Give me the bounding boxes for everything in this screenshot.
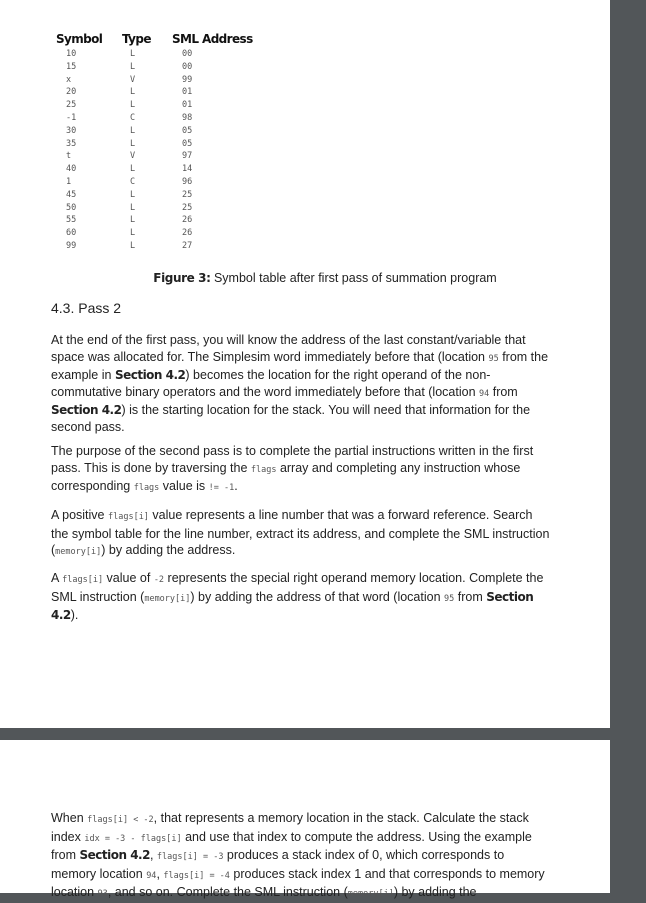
type-cell: L [130,138,136,149]
inline-code: 95 [488,353,499,364]
section-title: 4.3. Pass 2 [51,300,122,316]
inline-code: flags[i] = -3 [156,852,224,863]
table-row [56,176,253,189]
address-cell: 05 [182,125,193,136]
inline-code: flags [133,483,160,494]
symbol-cell: 45 [66,189,77,200]
paragraph-text: value represents a line number that was a forward reference. Search the symbol table for the line number, extract its address, and complete the SML instruction ( [51,508,550,558]
inline-code: flags[i] = -4 [163,870,230,881]
symbol-cell: -1 [66,112,77,123]
inline-code: 94 [146,870,157,881]
symbol-table-body [56,48,253,253]
type-cell: L [130,202,136,213]
paragraph-4 [51,570,551,624]
paragraph-text: When [51,811,88,825]
paragraph-text: ) by adding the address of that word (location [190,589,445,604]
table-row [56,48,253,61]
paragraph-text: , [149,848,157,863]
type-cell: L [130,228,136,239]
paragraph-text: ). [70,608,79,623]
symbol-cell: 20 [66,87,77,98]
address-cell: 00 [182,49,193,59]
paragraph-1 [51,332,551,436]
symbol-cell: x [66,74,72,85]
address-cell: 01 [182,100,193,111]
type-cell: V [130,74,136,85]
table-row [56,214,253,227]
symbol-cell: 55 [66,215,77,226]
table-row [56,189,253,202]
inline-code: 93 [97,889,108,900]
section-reference: Section 4.2 [51,589,534,623]
inline-code: 95 [444,593,455,604]
type-cell: L [130,164,136,175]
section-reference: Section 4.2 [114,368,186,383]
table-row [56,99,253,112]
column-header-symbol: Symbol [56,32,103,46]
symbol-cell: 99 [66,240,77,251]
paragraph-text: from [489,384,518,399]
type-cell: L [130,215,136,226]
paragraph-text: ) by adding the address. [101,543,236,558]
paragraph-text: array and completing any instruction whose corresponding [51,460,521,494]
address-cell: 05 [182,138,193,149]
paragraph-text: ) becomes the location for the right operand of the non-commutative binary operators and the word immediately before that (location [51,368,491,399]
table-row [56,125,253,138]
inline-code: memory[i] [347,889,394,900]
section-reference: Section 4.2 [51,403,122,418]
symbol-cell: 35 [66,138,77,149]
table-row [56,74,253,87]
symbol-cell: 40 [66,164,77,175]
type-cell: C [130,112,136,123]
table-row [56,86,253,99]
paragraph-text: represents the special right operand memory location. Complete the SML instruction ( [51,571,544,604]
type-cell: L [130,240,136,251]
table-row [56,227,253,240]
inline-code: memory[i] [144,593,191,604]
paragraph-5 [51,810,551,903]
symbol-cell: 30 [66,125,77,136]
table-row [56,150,253,163]
type-cell: L [130,100,136,111]
address-cell: 14 [182,164,193,175]
address-cell: 26 [182,228,193,239]
address-cell: 98 [182,112,193,123]
address-cell: 25 [182,202,193,213]
paragraph-text: from [454,589,487,604]
paragraph-text: , and so on. Complete the SML instruction ( [107,885,348,900]
section-reference: Section 4.2 [79,848,150,863]
symbol-cell: 25 [66,100,77,111]
table-row [56,61,253,74]
table-row [56,240,253,253]
type-cell: L [130,125,136,136]
address-cell: 25 [182,189,193,200]
paragraph-text: produces a stack index of 0, which corresponds to memory location [51,848,505,881]
address-cell: 27 [182,240,193,251]
column-header-sml-address: SML Address [172,32,253,46]
address-cell: 99 [182,74,193,85]
symbol-table-header [56,30,253,48]
address-cell: 96 [182,176,193,187]
type-cell: C [130,176,136,187]
address-cell: 00 [182,61,193,72]
inline-code: idx = -3 - flags[i] [84,833,182,844]
table-row [56,112,253,125]
paragraph-text: value is [159,479,209,494]
address-cell: 26 [182,215,193,226]
column-header-type: Type [122,32,151,46]
paragraph-text: , [156,866,164,881]
paragraph-text: The purpose of the second pass is to complete the partial instructions written in the first pass. This is done by traversing the [51,444,534,475]
table-row [56,138,253,151]
paragraph-text: ) by adding the [393,885,477,900]
table-row [56,163,253,176]
inline-code: != -1 [208,483,235,494]
type-cell: V [130,151,136,162]
symbol-cell: 1 [66,176,72,187]
symbol-table [56,30,253,253]
symbol-cell: 60 [66,228,77,239]
paragraph-text: value of [103,571,154,585]
paragraph-text: from the example in [51,349,549,383]
type-cell: L [130,87,136,98]
paragraph-text: A [51,571,63,585]
paragraph-text: A positive [51,508,108,522]
inline-code: flags[i] [62,575,104,585]
paragraph-text: . [234,479,238,494]
inline-code: 94 [479,388,490,399]
paragraph-text: and use that index to compute the address. Using the example from [51,829,532,863]
table-row [56,202,253,215]
inline-code: -2 [153,575,165,585]
type-cell: L [130,189,136,200]
address-cell: 01 [182,87,193,98]
symbol-cell: t [66,151,72,162]
figure-caption [0,271,610,285]
symbol-cell: 15 [66,61,77,72]
paragraph-text: At the end of the first pass, you will know the address of the last constant/variable that space was allocated for. The Simplesim word immediately before that (location [51,333,526,364]
symbol-cell: 50 [66,202,77,213]
symbol-cell: 10 [66,49,77,59]
paragraph-text: ) is the starting location for the stack. You will need that information for the second pass. [51,403,531,434]
type-cell: L [130,49,136,59]
inline-code: memory[i] [55,547,102,558]
inline-code: flags[i] < -2 [87,815,154,825]
inline-code: flags [250,464,277,475]
paragraph-text: , that represents a memory location in the stack. Calculate the stack index [51,811,529,844]
paragraph-3 [51,507,551,561]
paragraph-text: produces stack index 1 and that corresponds to memory location [51,866,545,900]
type-cell: L [130,61,136,72]
inline-code: flags[i] [107,512,149,522]
address-cell: 97 [182,151,193,162]
paragraph-2 [51,443,551,497]
figure-label: Figure 3: [153,271,211,285]
figure-caption-text: Symbol table after first pass of summation program [210,271,497,285]
